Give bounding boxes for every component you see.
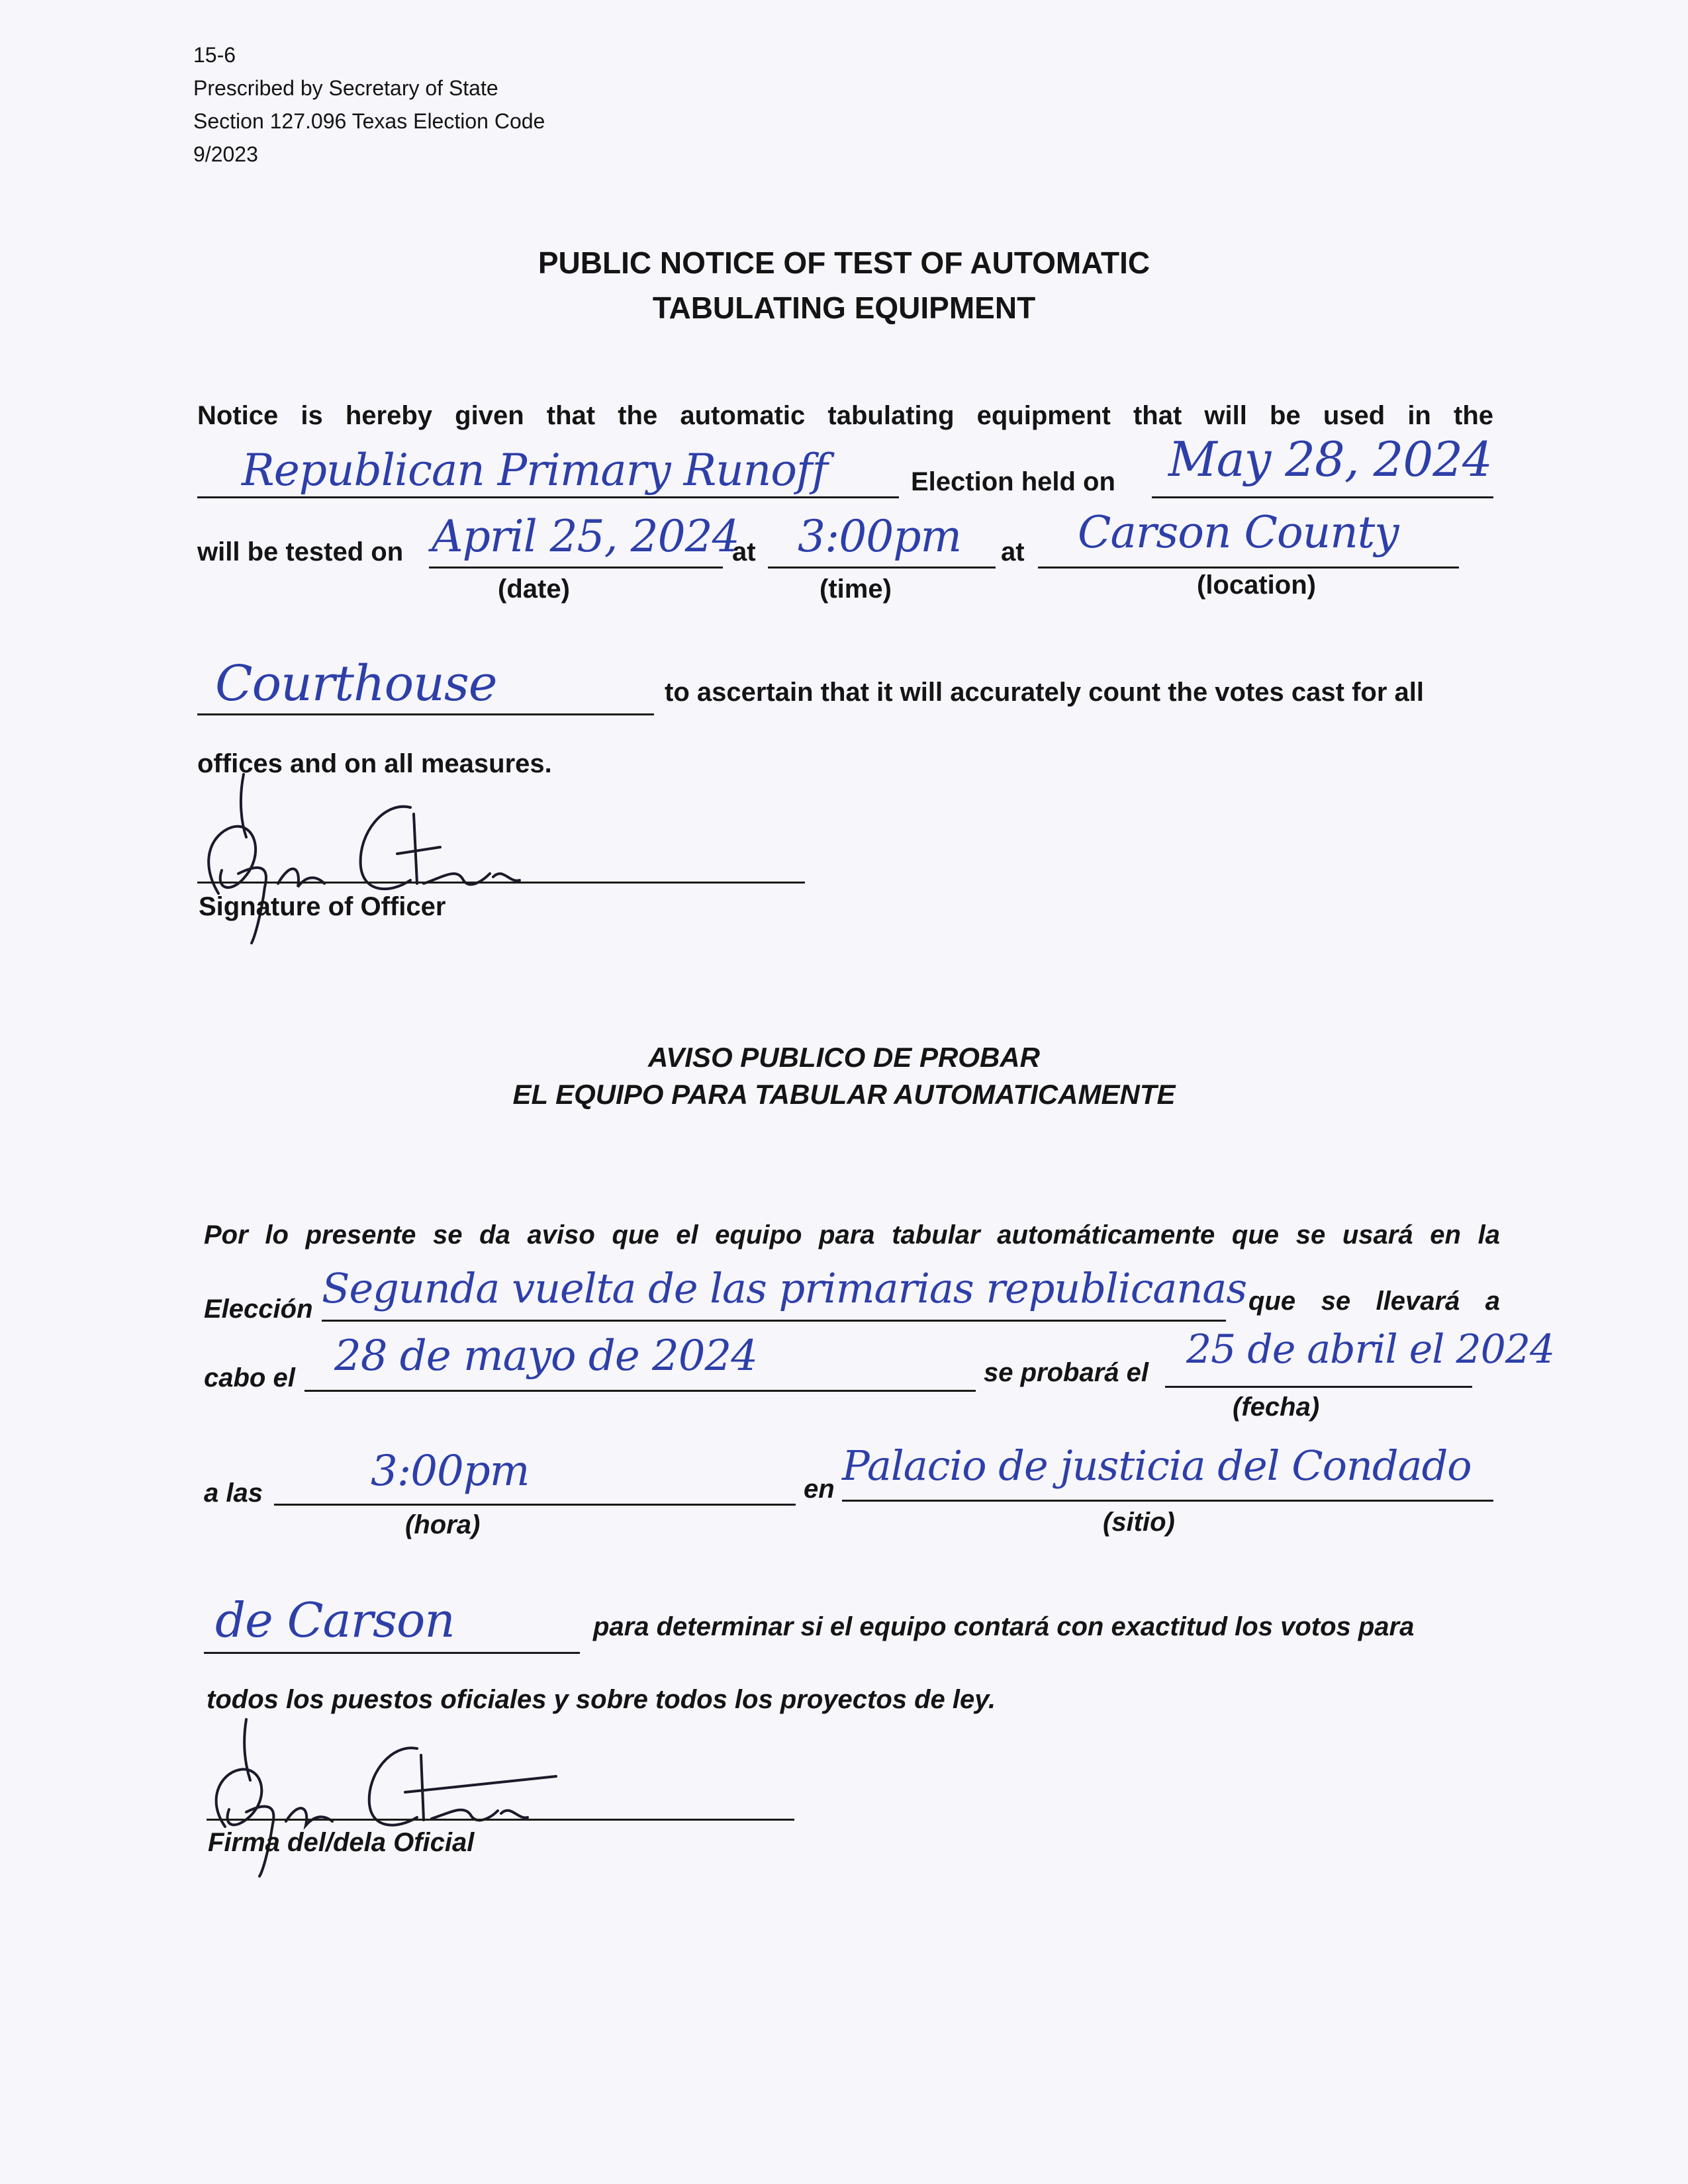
election-name-handwritten: Republican Primary Runoff bbox=[242, 445, 827, 496]
officer-signature-caption: Signature of Officer bbox=[199, 892, 446, 921]
todos-text: todos los puestos oficiales y sobre todos los proyectos de ley. bbox=[207, 1685, 996, 1714]
at-label-2: at bbox=[1001, 537, 1025, 567]
spanish-test-date-line bbox=[1165, 1386, 1472, 1388]
spanish-location-continued-line bbox=[204, 1652, 580, 1654]
will-be-tested-label: will be tested on bbox=[197, 537, 404, 567]
form-date: 9/2023 bbox=[193, 142, 258, 166]
location-line1-handwritten: Carson County bbox=[1078, 507, 1399, 558]
form-number: 15-6 bbox=[193, 43, 236, 67]
location-line bbox=[1038, 567, 1459, 569]
prescribed-by: Prescribed by Secretary of State bbox=[193, 76, 498, 100]
test-date-handwritten: April 25, 2024 bbox=[432, 511, 739, 562]
location-caption: (location) bbox=[1197, 570, 1316, 600]
english-title-line1: PUBLIC NOTICE OF TEST OF AUTOMATIC bbox=[538, 246, 1150, 280]
eleccion-label: Elección bbox=[204, 1295, 313, 1324]
test-date-line bbox=[429, 567, 723, 569]
spanish-test-time-handwritten: 3:00pm bbox=[371, 1447, 530, 1496]
election-date-handwritten: May 28, 2024 bbox=[1168, 432, 1492, 487]
a-las-label: a las bbox=[204, 1479, 263, 1508]
date-caption: (date) bbox=[498, 574, 570, 604]
english-title-line2: TABULATING EQUIPMENT bbox=[652, 291, 1036, 325]
se-probara-label: se probará el bbox=[984, 1358, 1149, 1387]
spanish-election-date-line bbox=[305, 1390, 976, 1392]
election-name-line bbox=[197, 496, 899, 498]
oficial-signature-line bbox=[207, 1819, 794, 1821]
sitio-caption: (sitio) bbox=[1103, 1508, 1175, 1537]
election-date-line bbox=[1152, 496, 1493, 498]
spanish-election-date-handwritten: 28 de mayo de 2024 bbox=[334, 1332, 757, 1381]
officer-signature-line bbox=[197, 882, 805, 884]
location-continued-line bbox=[197, 713, 654, 715]
test-time-line bbox=[768, 567, 996, 569]
spanish-test-date-handwritten: 25 de abril el 2024 bbox=[1186, 1326, 1555, 1373]
time-caption: (time) bbox=[820, 574, 892, 604]
spanish-test-time-line bbox=[274, 1504, 796, 1506]
code-section: Section 127.096 Texas Election Code bbox=[193, 109, 545, 133]
spanish-title-line1: AVISO PUBLICO DE PROBAR bbox=[648, 1042, 1040, 1073]
spanish-location-line bbox=[842, 1500, 1493, 1502]
spanish-location-line2-handwritten: de Carson bbox=[215, 1592, 455, 1648]
spanish-election-name-line bbox=[322, 1320, 1226, 1322]
offices-text: offices and on all measures. bbox=[197, 749, 552, 778]
test-time-handwritten: 3:00pm bbox=[798, 511, 962, 562]
at-label-1: at bbox=[732, 537, 756, 567]
oficial-signature-caption: Firma del/dela Oficial bbox=[208, 1828, 475, 1857]
spanish-notice-text: Por lo presente se da aviso que el equipo para tabular automáticamente que se usará en la bbox=[204, 1220, 1500, 1250]
cabo-el-label: cabo el bbox=[204, 1363, 295, 1392]
en-label: en bbox=[804, 1475, 835, 1504]
spanish-title-line2: EL EQUIPO PARA TABULAR AUTOMATICAMENTE bbox=[512, 1079, 1176, 1110]
election-held-on-label: Election held on bbox=[911, 467, 1115, 496]
spanish-location-line1-handwritten: Palacio de justicia del Condado bbox=[842, 1441, 1472, 1490]
que-se-llevara-label: que se llevará a bbox=[1248, 1287, 1500, 1316]
location-line2-handwritten: Courthouse bbox=[215, 655, 497, 712]
ascertain-text: to ascertain that it will accurately count the votes cast for all bbox=[665, 678, 1424, 707]
hora-caption: (hora) bbox=[405, 1510, 481, 1539]
determinar-text: para determinar si el equipo contará con exactitud los votos para bbox=[593, 1612, 1415, 1641]
english-notice-text: Notice is hereby given that the automatic tabulating equipment that will be used in the bbox=[197, 401, 1493, 430]
fecha-caption: (fecha) bbox=[1233, 1392, 1320, 1422]
spanish-election-name-handwritten: Segunda vuelta de las primarias republicanas bbox=[322, 1264, 1247, 1312]
